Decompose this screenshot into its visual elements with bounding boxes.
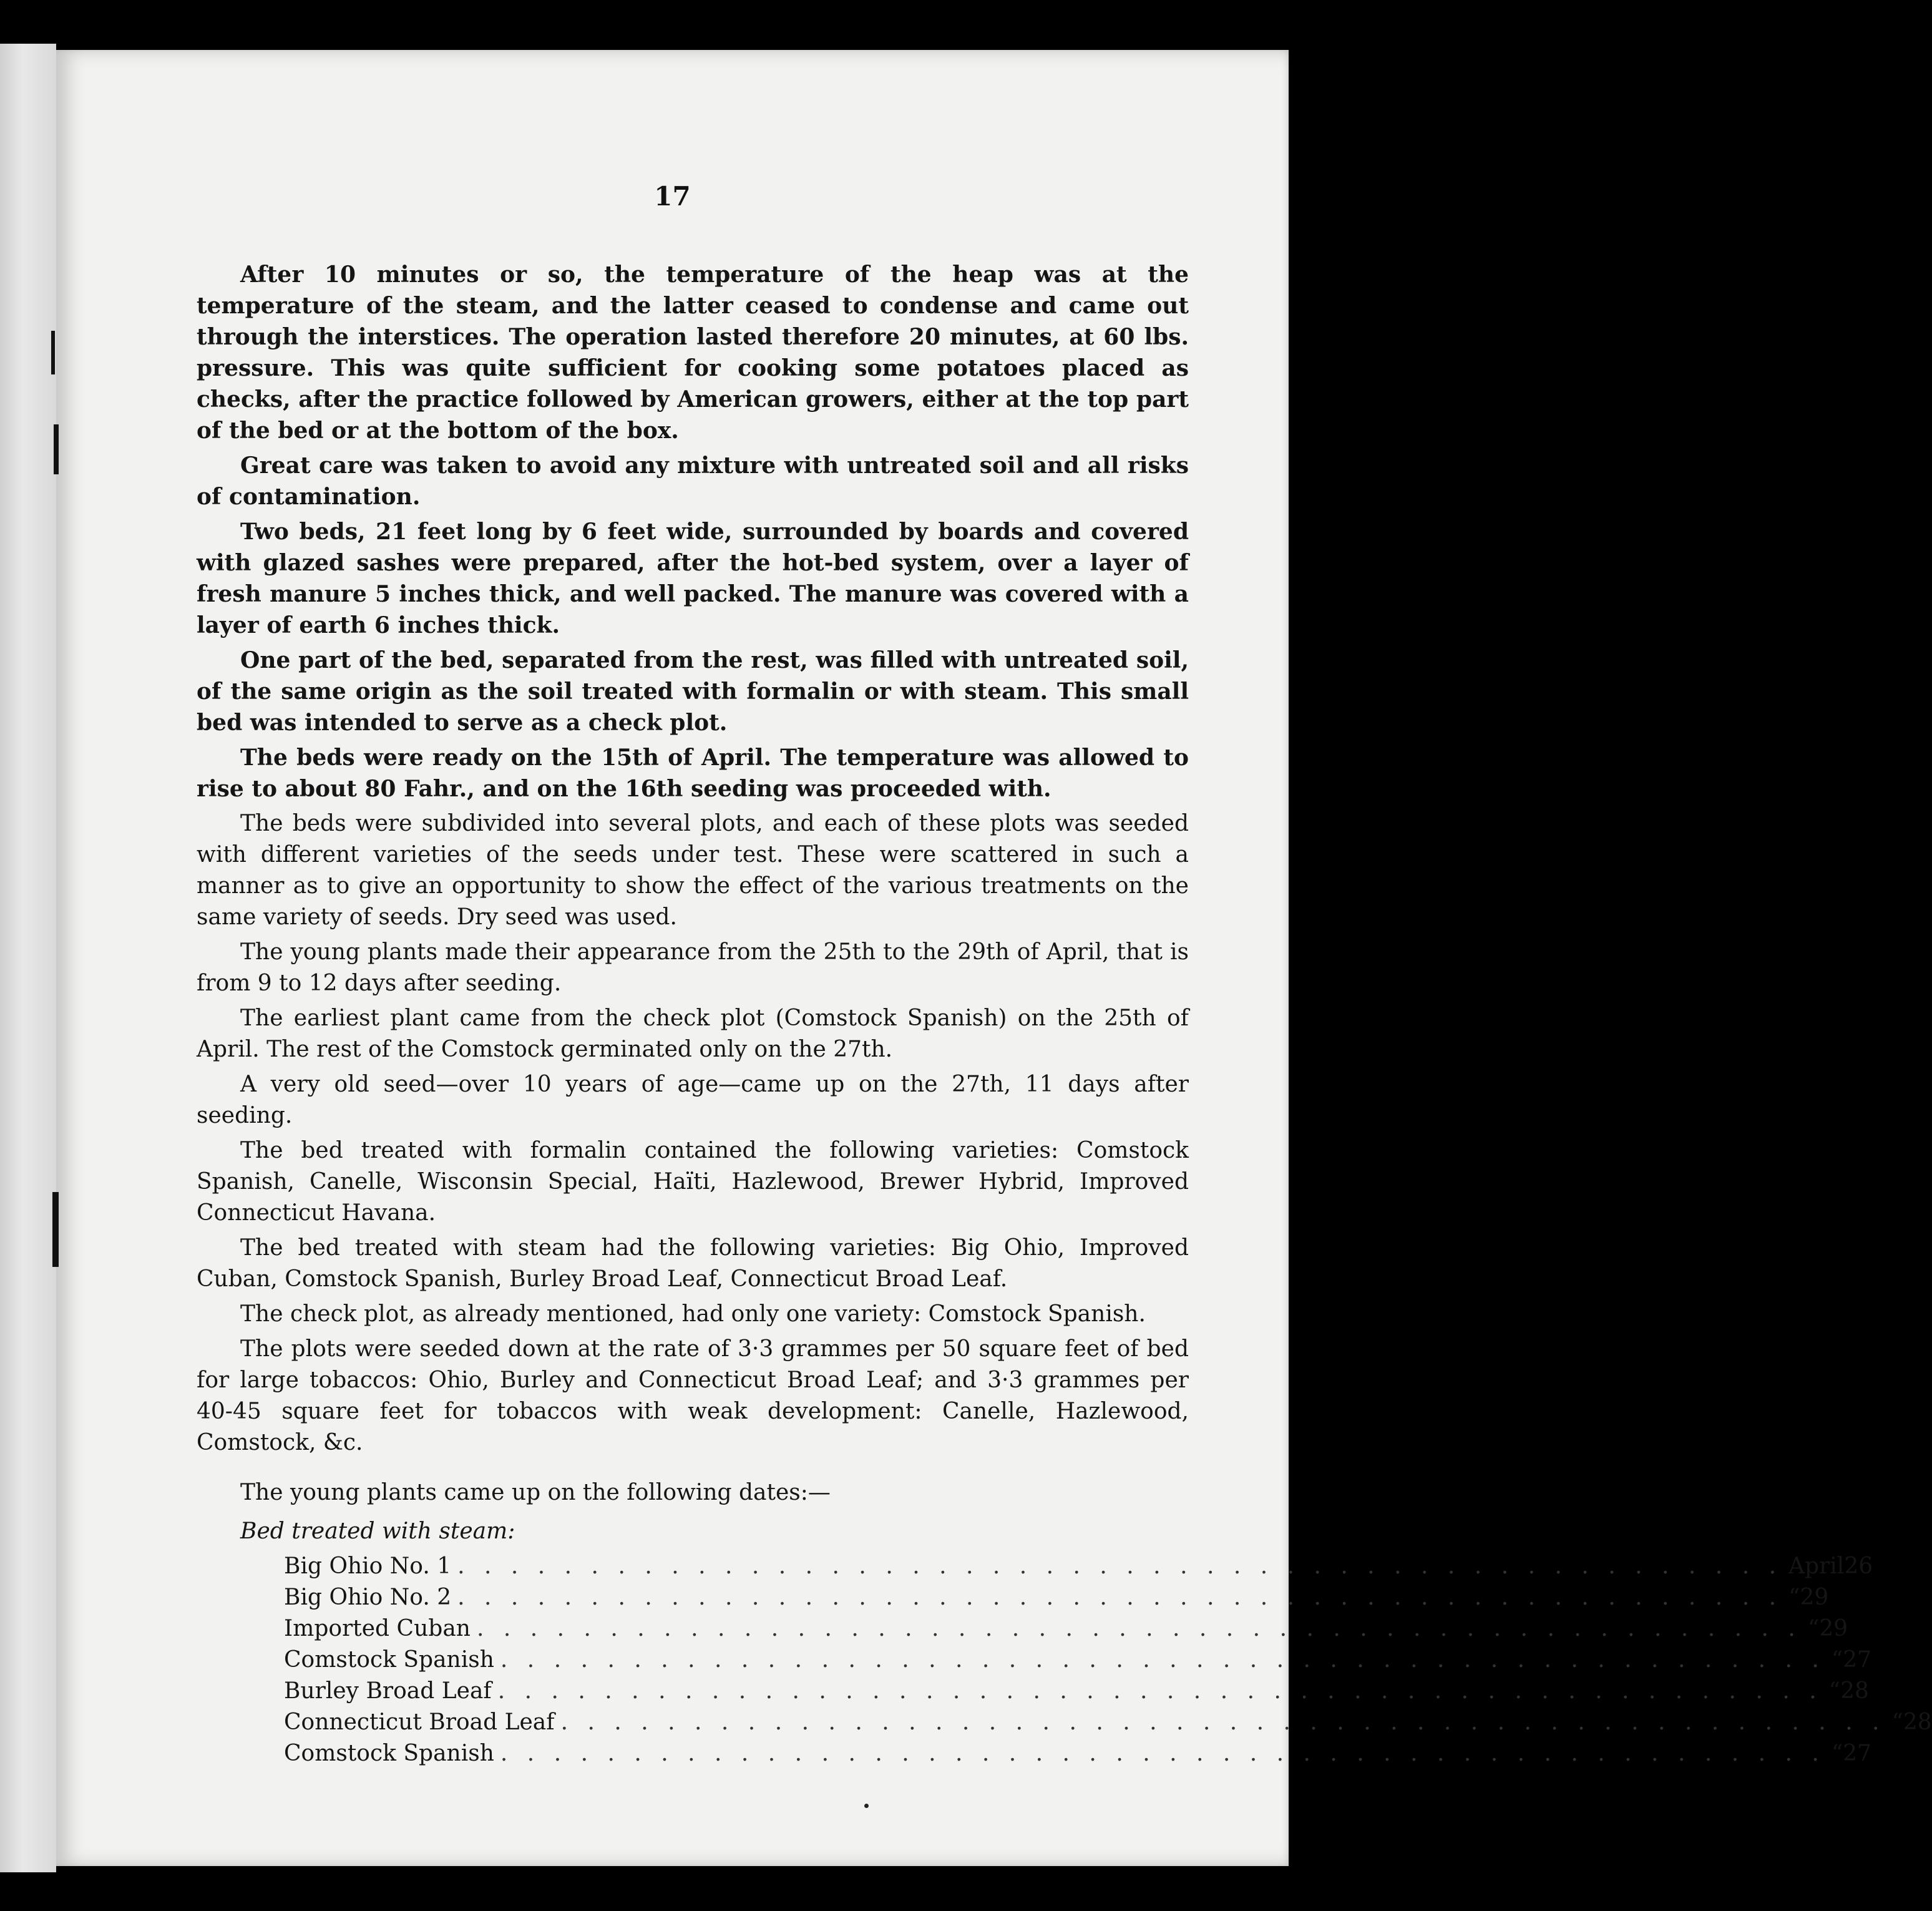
list-item — [284, 1707, 1932, 1738]
list-item — [284, 1738, 1872, 1769]
variety-name: Big Ohio No. 2 — [284, 1585, 452, 1610]
paragraph: Great care was taken to avoid any mixture with untreated soil and all risks of contamination. — [197, 452, 1189, 510]
margin-mark — [51, 331, 55, 374]
paragraph: The bed treated with steam had the following varieties: Big Ohio, Improved Cuban, Comstock Spanish, Burley Broad Leaf, Connecticut Broad Leaf. — [197, 1235, 1189, 1292]
leader-dots: . . . . . . . . . . . . . . . . . . . . . . . . . . . . . . . . . . . . . . . . . . . . . . . . . . — [476, 1616, 1802, 1641]
paragraph: After 10 minutes or so, the temperature of the heap was at the temperature of the steam, and the latter ceased to condense and came out through the interstices. The operation lasted therefore 20 minutes, at 60 lbs. pressure. This was quite sufficient for cooking some potatoes placed as checks, after the practice followed by American growers, either at the top part of the bed or at the bottom of the box. — [197, 261, 1189, 444]
date-day: 27 — [1843, 1741, 1872, 1766]
paragraph: The beds were ready on the 15th of April. The temperature was allowed to rise to about 80 Fahr., and on the 16th seeding was proceeded with. — [197, 745, 1189, 802]
date-month: “ — [1828, 1678, 1841, 1704]
page-number: 17 — [654, 181, 691, 212]
dates-intro: The young plants came up on the following dates:— — [240, 1480, 831, 1505]
date-month: “ — [1831, 1741, 1843, 1766]
list-item — [284, 1582, 1829, 1613]
paragraph: A very old seed—over 10 years of age—came up on the 27th, 11 days after seeding. — [197, 1072, 1189, 1128]
paragraph: The plots were seeded down at the rate of 3·3 grammes per 50 square feet of bed for large tobaccos: Ohio, Burley and Connecticut Broad Leaf; and 3·3 grammes per 40-45 square feet for tobaccos with weak development: Canelle, Hazlewood, Comstock, &c. — [197, 1336, 1189, 1455]
date-day: 28 — [1903, 1709, 1932, 1735]
subheading: Bed treated with steam: — [240, 1518, 515, 1544]
book-spine — [0, 44, 56, 1872]
variety-name: Imported Cuban — [284, 1616, 471, 1641]
ink-dot — [864, 1804, 869, 1808]
leader-dots: . . . . . . . . . . . . . . . . . . . . . . . . . . . . . . . . . . . . . . . . . . . . . . . . . . — [457, 1585, 1783, 1610]
paragraph: Two beds, 21 feet long by 6 feet wide, surrounded by boards and covered with glazed sashes were prepared, after the hot-bed system, over a layer of fresh manure 5 inches thick, and well packed. The manure was covered with a layer of earth 6 inches thick. — [197, 519, 1189, 638]
date-month: April — [1788, 1553, 1845, 1579]
variety-name: Big Ohio No. 1 — [284, 1553, 452, 1579]
paragraph: One part of the bed, separated from the rest, was filled with untreated soil, of the same origin as the soil treated with formalin or with steam. This small bed was intended to serve as a check plot. — [197, 647, 1189, 736]
variety-name: Comstock Spanish — [284, 1647, 494, 1673]
list-item — [284, 1551, 1873, 1582]
date-day: 29 — [1819, 1616, 1848, 1641]
dates-table — [197, 1551, 1932, 1769]
date-month: “ — [1807, 1616, 1820, 1641]
list-item — [284, 1645, 1872, 1676]
date-day: 27 — [1843, 1647, 1872, 1673]
page — [56, 50, 1932, 1866]
margin-mark — [52, 1192, 59, 1267]
paragraph: The bed treated with formalin contained the following varieties: Comstock Spanish, Canelle, Wisconsin Special, Haïti, Hazlewood, Brewer Hybrid, Improved Connecticut Havana. — [197, 1138, 1189, 1226]
variety-name: Connecticut Broad Leaf — [284, 1709, 555, 1735]
date-day: 29 — [1800, 1585, 1829, 1610]
margin-mark — [54, 424, 59, 474]
leader-dots: . . . . . . . . . . . . . . . . . . . . . . . . . . . . . . . . . . . . . . . . . . . . . . . . . . — [560, 1709, 1886, 1735]
date-month: “ — [1831, 1647, 1843, 1673]
date-month: “ — [1788, 1585, 1800, 1610]
date-day: 28 — [1840, 1678, 1869, 1704]
leader-dots: . . . . . . . . . . . . . . . . . . . . . . . . . . . . . . . . . . . . . . . . . . . . . . . . . . — [457, 1553, 1783, 1579]
body-text — [197, 259, 1932, 1769]
date-day: 26 — [1844, 1553, 1873, 1579]
leader-dots: . . . . . . . . . . . . . . . . . . . . . . . . . . . . . . . . . . . . . . . . . . . . . . . . . . — [500, 1647, 1825, 1673]
leader-dots: . . . . . . . . . . . . . . . . . . . . . . . . . . . . . . . . . . . . . . . . . . . . . . . . . . — [500, 1741, 1825, 1766]
list-item — [284, 1676, 1869, 1707]
leader-dots: . . . . . . . . . . . . . . . . . . . . . . . . . . . . . . . . . . . . . . . . . . . . . . . . . . — [497, 1678, 1823, 1704]
date-month: “ — [1891, 1709, 1903, 1735]
paragraph: The beds were subdivided into several plots, and each of these plots was seeded with different varieties of the seeds under test. These were scattered in such a manner as to give an opportunity to show the effect of the various treatments on the same variety of seeds. Dry seed was used. — [197, 811, 1189, 930]
list-item — [284, 1613, 1848, 1645]
paragraph: The young plants made their appearance from the 25th to the 29th of April, that is from 9 to 12 days after seeding. — [197, 939, 1189, 996]
variety-name: Burley Broad Leaf — [284, 1678, 492, 1704]
paragraph: The check plot, as already mentioned, had only one variety: Comstock Spanish. — [240, 1301, 1146, 1327]
paragraph: The earliest plant came from the check plot (Comstock Spanish) on the 25th of April. The rest of the Comstock germinated only on the 27th. — [197, 1005, 1189, 1062]
variety-name: Comstock Spanish — [284, 1741, 494, 1766]
